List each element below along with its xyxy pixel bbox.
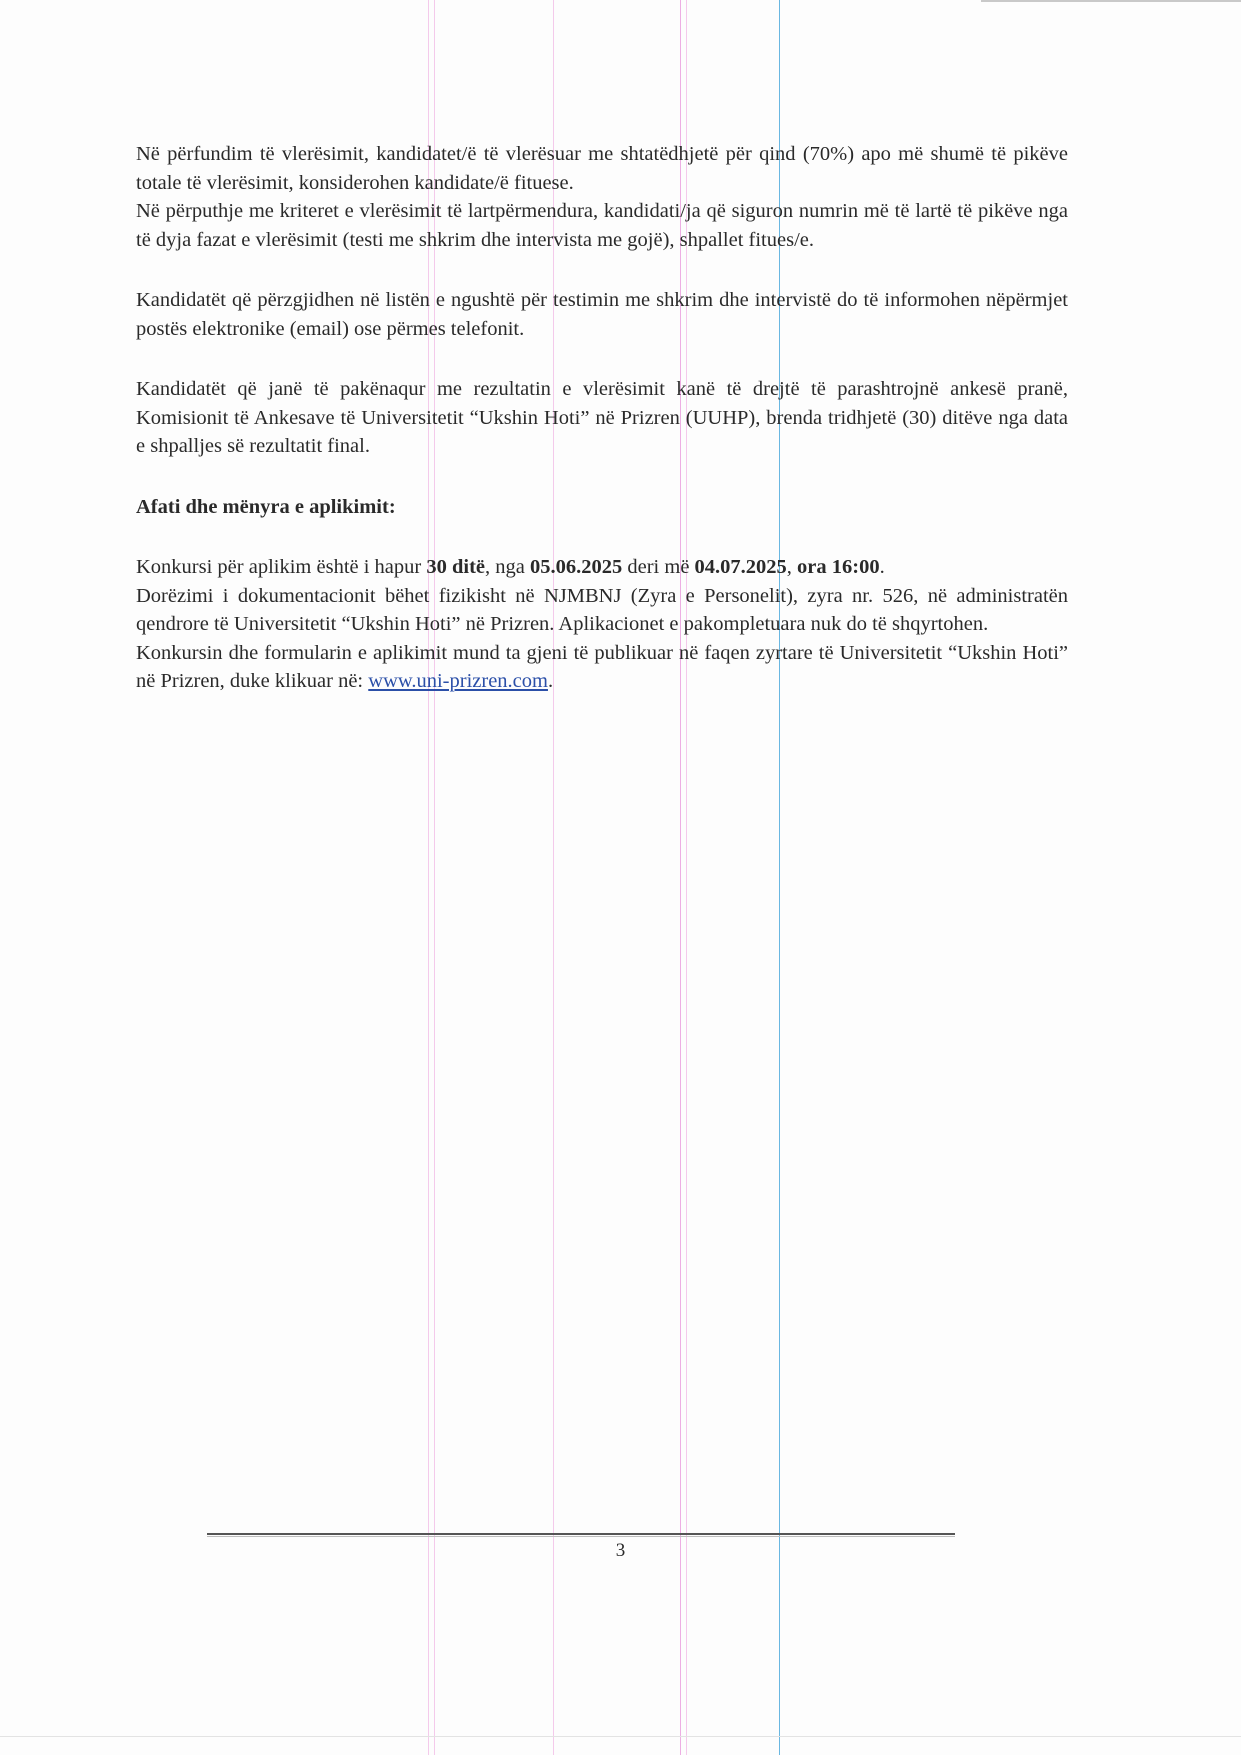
paragraph-evaluation-threshold: Në përfundim të vlerësimit, kandidatet/ë të vlerësuar me shtatëdhjetë për qind (70%) apo më shumë të pikëve totale të vlerësimit, konsiderohen kandidate/ë fituese. [136,143,1068,194]
paragraph-shortlist-notification: Kandidatët që përzgjidhen në listën e ngushtë për testimin me shkrim dhe intervistë do të informohen nëpërmjet postës elektronike (email) ose përmes telefonit. [136,289,1068,340]
deadline-text: , [786,556,798,578]
deadline-days: 30 ditë [426,556,486,578]
deadline-start-date: 05.06.2025 [530,556,623,578]
deadline-text: Konkursi për aplikim është i hapur [136,556,427,578]
deadline-end-date: 04.07.2025 [694,556,787,578]
deadline-text: , nga [485,556,530,578]
document-body [136,140,1068,696]
section-heading: Afati dhe mënyra e aplikimit: [136,495,396,518]
paragraph-winner-criteria: Në përputhje me kriteret e vlerësimit të lartpërmendura, kandidati/ja që siguron numrin më të lartë të pikëve nga të dyja fazat e vlerësimit (testi me shkrim dhe intervista me gojë), shpallet fitues/e. [136,200,1068,251]
paragraph-deadline [136,553,1068,582]
website-link[interactable]: www.uni-prizren.com [368,670,548,692]
footer-divider [207,1533,955,1535]
paragraph-website [136,639,1068,696]
deadline-time: ora 16:00 [797,556,880,578]
paragraph-appeals: Kandidatët që janë të pakënaqur me rezultatin e vlerësimit kanë të drejtë të parashtrojnë ankesë pranë, Komisionit të Ankesave të Universitetit “Ukshin Hoti” në Prizren (UUHP), brenda tridhjetë (30) ditëve nga data e shpalljes së rezultatit final. [136,378,1068,457]
page-number: 3 [615,1540,626,1561]
website-text: Konkursin dhe formularin e aplikimit mund ta gjeni të publikuar në faqen zyrtare të Universitetit “Ukshin Hoti” në Prizren, duke klikuar në: [136,641,1068,692]
website-text-end: . [547,670,554,692]
deadline-text: deri më [622,556,695,578]
footer-divider-shadow [207,1536,955,1537]
scan-edge-bottom [0,1736,1241,1737]
deadline-text: . [879,556,885,578]
scan-edge-top [981,0,1241,2]
paragraph-submission: Dorëzimi i dokumentacionit bëhet fizikisht në NJMBNJ (Zyra e Personelit), zyra nr. 526, në administratën qendrore të Universitetit “Ukshin Hoti” në Prizren. Aplikacionet e pakompletuara nuk do të shqyrtohen. [136,584,1068,635]
